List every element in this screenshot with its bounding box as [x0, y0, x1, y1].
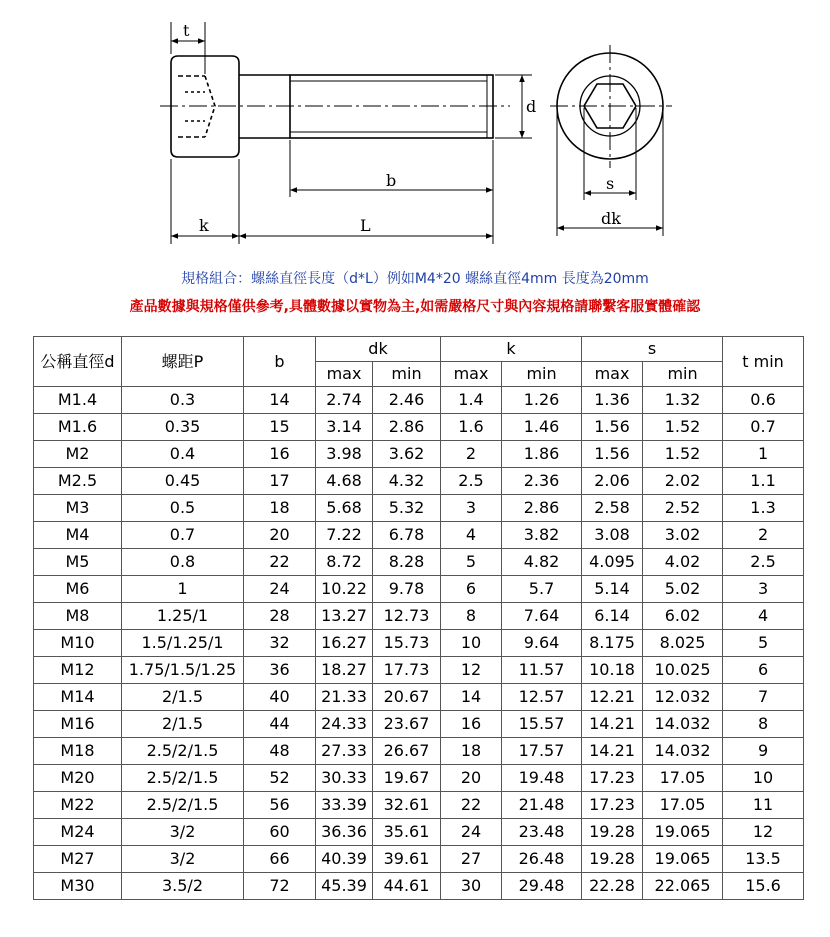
spec-table: [33, 336, 804, 900]
cell-pitch: 0.4: [122, 441, 244, 468]
cell-b: 14: [244, 387, 316, 414]
cell-pitch: 0.5: [122, 495, 244, 522]
cell-k-min: 23.48: [502, 819, 582, 846]
cell-s-min: 1.52: [643, 414, 723, 441]
cell-t-min: 5: [723, 630, 804, 657]
cell-s-min: 1.52: [643, 441, 723, 468]
cell-s-min: 19.065: [643, 819, 723, 846]
cell-d: M1.4: [34, 387, 122, 414]
cell-d: M18: [34, 738, 122, 765]
cell-dk-max: 3.98: [316, 441, 373, 468]
cell-dk-max: 10.22: [316, 576, 373, 603]
cell-s-max: 4.095: [582, 549, 643, 576]
label-d: d: [526, 97, 537, 116]
cell-d: M1.6: [34, 414, 122, 441]
cell-dk-max: 2.74: [316, 387, 373, 414]
cell-k-max: 30: [441, 873, 502, 900]
cell-dk-max: 7.22: [316, 522, 373, 549]
cell-k-max: 3: [441, 495, 502, 522]
cell-t-min: 1: [723, 441, 804, 468]
cell-k-max: 18: [441, 738, 502, 765]
cell-dk-max: 40.39: [316, 846, 373, 873]
cell-s-min: 8.025: [643, 630, 723, 657]
cell-d: M24: [34, 819, 122, 846]
cell-b: 56: [244, 792, 316, 819]
cell-s-max: 22.28: [582, 873, 643, 900]
cell-k-min: 15.57: [502, 711, 582, 738]
table-row: [34, 441, 804, 468]
cell-k-min: 3.82: [502, 522, 582, 549]
cell-dk-min: 35.61: [373, 819, 441, 846]
cell-t-min: 7: [723, 684, 804, 711]
cell-b: 66: [244, 846, 316, 873]
cell-pitch: 2.5/2/1.5: [122, 738, 244, 765]
cell-s-max: 19.28: [582, 819, 643, 846]
label-b: b: [386, 171, 397, 190]
table-row: [34, 657, 804, 684]
cell-s-min: 1.32: [643, 387, 723, 414]
cell-s-max: 14.21: [582, 711, 643, 738]
cell-pitch: 0.8: [122, 549, 244, 576]
cell-k-max: 10: [441, 630, 502, 657]
cell-b: 60: [244, 819, 316, 846]
cell-k-max: 2.5: [441, 468, 502, 495]
cell-s-max: 6.14: [582, 603, 643, 630]
cell-d: M2.5: [34, 468, 122, 495]
cell-k-max: 5: [441, 549, 502, 576]
cell-k-min: 2.36: [502, 468, 582, 495]
cell-s-max: 8.175: [582, 630, 643, 657]
cell-t-min: 13.5: [723, 846, 804, 873]
cell-d: M8: [34, 603, 122, 630]
cell-k-max: 16: [441, 711, 502, 738]
cell-b: 17: [244, 468, 316, 495]
cell-k-max: 24: [441, 819, 502, 846]
cell-d: M3: [34, 495, 122, 522]
cell-k-min: 21.48: [502, 792, 582, 819]
cell-k-max: 8: [441, 603, 502, 630]
cell-dk-min: 2.86: [373, 414, 441, 441]
cell-pitch: 3/2: [122, 819, 244, 846]
cell-dk-min: 39.61: [373, 846, 441, 873]
cell-pitch: 2/1.5: [122, 684, 244, 711]
cell-pitch: 1: [122, 576, 244, 603]
cell-dk-max: 16.27: [316, 630, 373, 657]
cell-dk-min: 4.32: [373, 468, 441, 495]
cell-dk-max: 8.72: [316, 549, 373, 576]
cell-k-min: 1.86: [502, 441, 582, 468]
cell-dk-max: 45.39: [316, 873, 373, 900]
table-row: [34, 792, 804, 819]
table-row: [34, 765, 804, 792]
cell-dk-min: 26.67: [373, 738, 441, 765]
cell-dk-min: 3.62: [373, 441, 441, 468]
table-row: [34, 387, 804, 414]
cell-s-max: 19.28: [582, 846, 643, 873]
cell-k-min: 26.48: [502, 846, 582, 873]
cell-s-max: 17.23: [582, 792, 643, 819]
cell-s-min: 14.032: [643, 711, 723, 738]
cell-s-max: 1.56: [582, 441, 643, 468]
cell-dk-min: 15.73: [373, 630, 441, 657]
cell-s-min: 14.032: [643, 738, 723, 765]
cell-b: 28: [244, 603, 316, 630]
cell-d: M5: [34, 549, 122, 576]
cell-k-max: 6: [441, 576, 502, 603]
cell-b: 16: [244, 441, 316, 468]
table-row: [34, 630, 804, 657]
cell-s-max: 2.06: [582, 468, 643, 495]
cell-t-min: 3: [723, 576, 804, 603]
cell-k-max: 12: [441, 657, 502, 684]
header-dk-max: max: [316, 362, 373, 387]
cell-s-max: 2.58: [582, 495, 643, 522]
table-row: [34, 846, 804, 873]
cell-s-max: 5.14: [582, 576, 643, 603]
cell-d: M4: [34, 522, 122, 549]
cell-s-min: 10.025: [643, 657, 723, 684]
header-s-min: min: [643, 362, 723, 387]
cell-t-min: 1.3: [723, 495, 804, 522]
cell-k-min: 9.64: [502, 630, 582, 657]
header-k-min: min: [502, 362, 582, 387]
cell-d: M30: [34, 873, 122, 900]
header-t-min: t min: [723, 337, 804, 387]
cell-pitch: 0.45: [122, 468, 244, 495]
cell-s-min: 12.032: [643, 684, 723, 711]
cell-dk-min: 17.73: [373, 657, 441, 684]
cell-k-min: 7.64: [502, 603, 582, 630]
header-s: s: [582, 337, 723, 362]
cell-dk-max: 21.33: [316, 684, 373, 711]
cell-k-min: 19.48: [502, 765, 582, 792]
cell-t-min: 11: [723, 792, 804, 819]
header-nominal-diameter: 公稱直徑d: [34, 337, 122, 387]
table-row: [34, 414, 804, 441]
table-row: [34, 576, 804, 603]
cell-s-min: 22.065: [643, 873, 723, 900]
cell-d: M20: [34, 765, 122, 792]
cell-b: 22: [244, 549, 316, 576]
header-s-max: max: [582, 362, 643, 387]
cell-s-min: 3.02: [643, 522, 723, 549]
cell-dk-min: 23.67: [373, 711, 441, 738]
cell-b: 32: [244, 630, 316, 657]
cell-dk-min: 12.73: [373, 603, 441, 630]
cell-dk-min: 9.78: [373, 576, 441, 603]
table-row: [34, 522, 804, 549]
cell-pitch: 3/2: [122, 846, 244, 873]
cell-s-min: 2.02: [643, 468, 723, 495]
header-k-max: max: [441, 362, 502, 387]
cell-pitch: 0.7: [122, 522, 244, 549]
cell-dk-max: 24.33: [316, 711, 373, 738]
label-t: t: [183, 21, 190, 40]
cell-pitch: 2.5/2/1.5: [122, 765, 244, 792]
header-k: k: [441, 337, 582, 362]
cell-d: M14: [34, 684, 122, 711]
cell-b: 52: [244, 765, 316, 792]
cell-pitch: 2.5/2/1.5: [122, 792, 244, 819]
dimension-k-L: [171, 159, 493, 244]
table-row: [34, 873, 804, 900]
cell-dk-max: 13.27: [316, 603, 373, 630]
cell-s-min: 17.05: [643, 765, 723, 792]
cell-dk-min: 5.32: [373, 495, 441, 522]
header-dk-min: min: [373, 362, 441, 387]
cell-s-max: 3.08: [582, 522, 643, 549]
cell-d: M22: [34, 792, 122, 819]
table-row: [34, 711, 804, 738]
table-row: [34, 549, 804, 576]
label-k: k: [199, 216, 209, 235]
cell-t-min: 12: [723, 819, 804, 846]
cell-dk-max: 4.68: [316, 468, 373, 495]
label-L: L: [360, 216, 371, 235]
end-view: [550, 45, 672, 168]
cell-s-min: 2.52: [643, 495, 723, 522]
cell-k-max: 14: [441, 684, 502, 711]
cell-dk-min: 32.61: [373, 792, 441, 819]
cell-dk-max: 27.33: [316, 738, 373, 765]
cell-b: 18: [244, 495, 316, 522]
cell-k-min: 17.57: [502, 738, 582, 765]
cell-k-min: 11.57: [502, 657, 582, 684]
cell-k-min: 2.86: [502, 495, 582, 522]
cell-b: 44: [244, 711, 316, 738]
cell-dk-min: 6.78: [373, 522, 441, 549]
header-b: b: [244, 337, 316, 387]
cell-k-min: 1.26: [502, 387, 582, 414]
cell-dk-min: 20.67: [373, 684, 441, 711]
cell-pitch: 3.5/2: [122, 873, 244, 900]
screw-technical-drawing: [0, 0, 830, 255]
cell-d: M2: [34, 441, 122, 468]
cell-pitch: 2/1.5: [122, 711, 244, 738]
cell-k-max: 22: [441, 792, 502, 819]
cell-d: M6: [34, 576, 122, 603]
cell-t-min: 10: [723, 765, 804, 792]
cell-b: 36: [244, 657, 316, 684]
cell-t-min: 0.7: [723, 414, 804, 441]
cell-pitch: 1.5/1.25/1: [122, 630, 244, 657]
cell-d: M16: [34, 711, 122, 738]
cell-k-min: 12.57: [502, 684, 582, 711]
cell-dk-max: 18.27: [316, 657, 373, 684]
cell-s-max: 17.23: [582, 765, 643, 792]
cell-k-max: 27: [441, 846, 502, 873]
cell-k-max: 20: [441, 765, 502, 792]
cell-pitch: 1.75/1.5/1.25: [122, 657, 244, 684]
cell-k-max: 1.6: [441, 414, 502, 441]
cell-k-max: 1.4: [441, 387, 502, 414]
header-dk: dk: [316, 337, 441, 362]
cell-dk-max: 36.36: [316, 819, 373, 846]
cell-s-min: 4.02: [643, 549, 723, 576]
cell-s-min: 17.05: [643, 792, 723, 819]
cell-dk-max: 30.33: [316, 765, 373, 792]
cell-t-min: 4: [723, 603, 804, 630]
cell-b: 15: [244, 414, 316, 441]
table-row: [34, 738, 804, 765]
table-row: [34, 495, 804, 522]
cell-dk-min: 2.46: [373, 387, 441, 414]
cell-dk-max: 5.68: [316, 495, 373, 522]
cell-b: 72: [244, 873, 316, 900]
cell-k-max: 2: [441, 441, 502, 468]
table-row: [34, 468, 804, 495]
cell-s-max: 12.21: [582, 684, 643, 711]
cell-s-min: 19.065: [643, 846, 723, 873]
label-s: s: [606, 174, 615, 193]
header-pitch: 螺距P: [122, 337, 244, 387]
cell-s-max: 1.56: [582, 414, 643, 441]
cell-pitch: 0.3: [122, 387, 244, 414]
cell-s-min: 5.02: [643, 576, 723, 603]
cell-dk-min: 8.28: [373, 549, 441, 576]
cell-s-max: 10.18: [582, 657, 643, 684]
cell-t-min: 1.1: [723, 468, 804, 495]
cell-dk-min: 44.61: [373, 873, 441, 900]
table-row: [34, 603, 804, 630]
spec-format-note: 規格組合：螺絲直徑長度（d*L）例如M4*20 螺絲直徑4mm 長度為20mm: [181, 271, 649, 287]
cell-s-max: 14.21: [582, 738, 643, 765]
disclaimer-note: 產品數據與規格僅供參考,具體數據以實物為主,如需嚴格尺寸與內容規格請聯繫客服實體確認: [129, 299, 701, 315]
cell-t-min: 0.6: [723, 387, 804, 414]
cell-k-min: 4.82: [502, 549, 582, 576]
cell-t-min: 6: [723, 657, 804, 684]
cell-pitch: 0.35: [122, 414, 244, 441]
label-dk: dk: [601, 209, 621, 228]
cell-d: M12: [34, 657, 122, 684]
cell-dk-max: 33.39: [316, 792, 373, 819]
cell-b: 48: [244, 738, 316, 765]
cell-dk-max: 3.14: [316, 414, 373, 441]
cell-d: M10: [34, 630, 122, 657]
cell-t-min: 15.6: [723, 873, 804, 900]
cell-s-max: 1.36: [582, 387, 643, 414]
cell-t-min: 2.5: [723, 549, 804, 576]
cell-s-min: 6.02: [643, 603, 723, 630]
cell-k-min: 5.7: [502, 576, 582, 603]
cell-t-min: 8: [723, 711, 804, 738]
cell-pitch: 1.25/1: [122, 603, 244, 630]
cell-b: 20: [244, 522, 316, 549]
cell-t-min: 2: [723, 522, 804, 549]
cell-b: 40: [244, 684, 316, 711]
cell-b: 24: [244, 576, 316, 603]
dimension-b: [290, 140, 493, 244]
spec-table-body: [34, 387, 804, 900]
cell-dk-min: 19.67: [373, 765, 441, 792]
cell-t-min: 9: [723, 738, 804, 765]
cell-d: M27: [34, 846, 122, 873]
cell-k-max: 4: [441, 522, 502, 549]
table-row: [34, 819, 804, 846]
cell-k-min: 29.48: [502, 873, 582, 900]
cell-k-min: 1.46: [502, 414, 582, 441]
table-row: [34, 684, 804, 711]
